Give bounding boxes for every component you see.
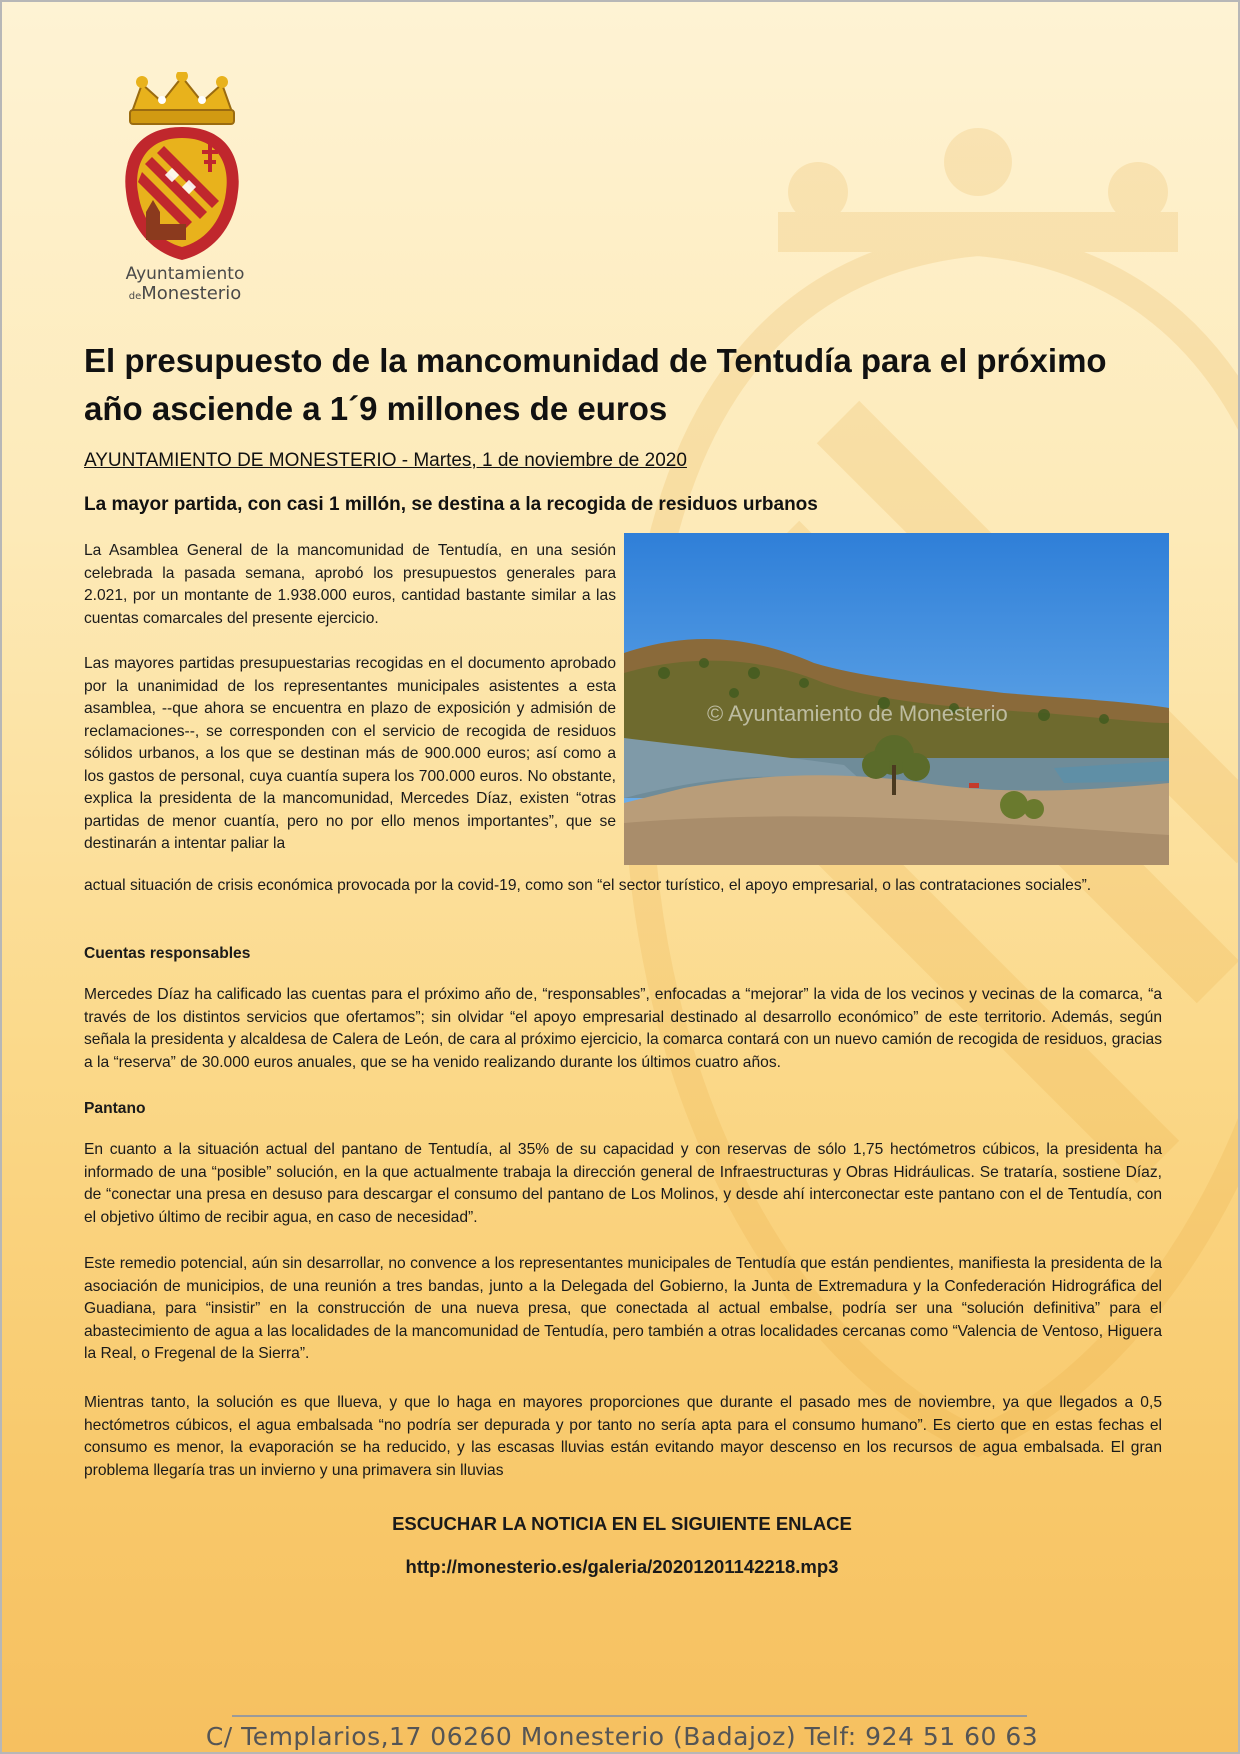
section-heading-cuentas: Cuentas responsables	[84, 945, 251, 962]
audio-link[interactable]: http://monesterio.es/galeria/20201201142218.mp3	[405, 1556, 839, 1577]
paragraph-2-part-1: Las mayores partidas presupuestarias recogidas en el documento aprobado por la unanimidad de los representantes municipales asistentes a esta asamblea, --que ahora se encuentra en plazo de exposición y admisión de reclamaciones--, se corresponden con el servicio de recogida de residuos sólidos urbanos, a los que se destinan más de 900.000 euros; así como a los gastos de personal, cuya cuantía supera los 700.000 euros. No obstante, explica la presidenta de la mancomunidad, Mercedes Díaz, existen “otras partidas de menor cuantía, pero no por ello menos importantes”, que se destinarán a intentar paliar la	[84, 655, 616, 852]
paragraph-5: Este remedio potencial, aún sin desarrollar, no convence a los representantes municipales de Tentudía que están pendientes, manifiesta la presidenta de la asociación de municipios, de una reunión a tres bandas, junto a la Delegada del Gobierno, la Junta de Extremadura y la Confederación Hidrográfica del Guadiana, para “insistir” en la construcción de una nueva presa, que conectada al actual embalse, podría ser una “solución definitiva” para el abastecimiento de agua a las localidades de la mancomunidad de Tentudía, pero también a otras localidades cercanas como “Valencia de Ventoso, Higuera la Real, o Fregenal de la Sierra”.	[84, 1255, 1162, 1362]
paragraph-6: Mientras tanto, la solución es que llueva, y que lo haga en mayores proporciones que durante el pasado mes de noviembre, ya que llegados a 0,5 hectómetros cúbicos, el agua embalsada “no podría ser depurada y por tanto no sería apta para el consumo humano”. Es cierto que en estas fechas el consumo es menor, la evaporación se ha reducido, y las escasas lluvias están evitando mayor descenso en los recursos de agua embalsada. El gran problema llegaría tras un invierno y una primavera sin lluvias	[84, 1394, 1162, 1479]
article-title: El presupuesto de la mancomunidad de Tentudía para el próximo año asciende a 1´9 millones de euros	[84, 342, 1107, 427]
logo-line-2-name: Monesterio	[141, 283, 242, 304]
crown-icon	[130, 72, 234, 124]
logo-line-1: Ayuntamiento	[125, 264, 245, 284]
logo-line-2	[110, 285, 260, 303]
paragraph-4: En cuanto a la situación actual del pantano de Tentudía, al 35% de su capacidad y con reservas de sólo 1,75 hectómetros cúbicos, la presidenta ha informado de una “posible” solución, en la que actualmente trabaja la dirección general de Infraestructuras y Obras Hidráulicas. Se trataría, sostiene Díaz, de “conectar una presa en desuso para descargar el consumo del pantano de Los Molinos, y desde ahí interconectar este pantano con el de Tentudía, con el objetivo último de recibir agua, en caso de necesidad”.	[84, 1141, 1162, 1226]
reservoir-photo-image	[624, 533, 1169, 865]
paragraph-3: Mercedes Díaz ha calificado las cuentas para el próximo año de, “responsables”, enfocadas a “mejorar” la vida de los vecinos y vecinas de la comarca, “a través de los distintos servicios que ofertamos”; sin olvidar “el apoyo empresarial destinado al desarrollo económico” de este territorio. Además, según señala la presidenta y alcaldesa de Calera de León, de cara al próximo ejercicio, la comarca contará con un nuevo camión de recogida de residuos, gracias a la “reserva” de 30.000 euros anuales, que se ha venido realizando durante los últimos cuatro años.	[84, 986, 1162, 1071]
municipal-crest-logo	[112, 72, 252, 262]
reservoir-photo	[624, 533, 1169, 865]
footer-divider	[232, 1715, 1027, 1717]
article-dateline: AYUNTAMIENTO DE MONESTERIO - Martes, 1 de noviembre de 2020	[84, 450, 687, 471]
photo-credit-watermark: © Ayuntamiento de Monesterio	[707, 701, 1008, 726]
logo-text	[110, 266, 260, 303]
article-subtitle: La mayor partida, con casi 1 millón, se destina a la recogida de residuos urbanos	[84, 494, 818, 515]
paragraph-1: La Asamblea General de la mancomunidad de Tentudía, en una sesión celebrada la pasada semana, aprobó los presupuestos generales para 2.021, por un montante de 1.938.000 euros, cantidad bastante similar a las cuentas comarcales del presente ejercicio.	[84, 542, 616, 627]
section-heading-pantano: Pantano	[84, 1100, 146, 1117]
footer-address: C/ Templarios,17 06260 Monesterio (Badajoz) Telf: 924 51 60 63	[205, 1722, 1039, 1751]
logo-line-2-prefix: de	[128, 291, 142, 302]
listen-cta-label: ESCUCHAR LA NOTICIA EN EL SIGUIENTE ENLACE	[392, 1513, 852, 1534]
paragraph-2-part-2: actual situación de crisis económica provocada por la covid-19, como son “el sector turístico, el apoyo empresarial, o las contrataciones sociales”.	[84, 877, 1092, 894]
